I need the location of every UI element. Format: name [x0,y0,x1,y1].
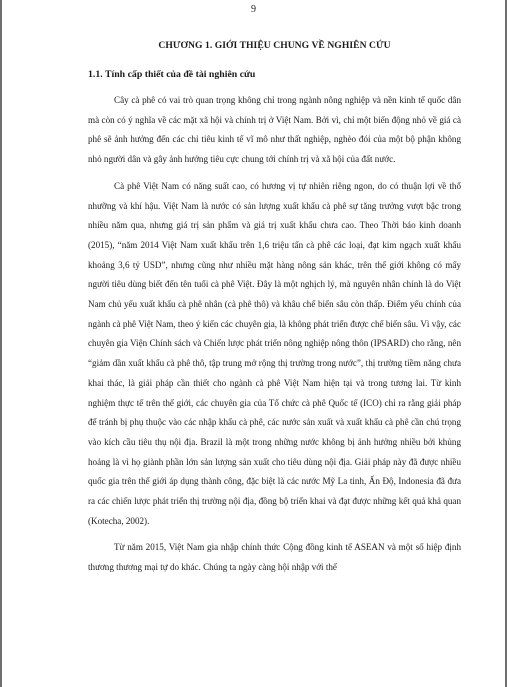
paragraph-1: Cây cà phê có vai trò quan trọng không chỉ trong ngành nông nghiệp và nền kinh tế quốc dân mà còn có ý nghĩa về các mặt xã hội và chính trị ở Việt Nam. Bởi vì, chỉ một biến động nhỏ về giá cà phê sẽ ảnh hưởng đến các chỉ tiêu kinh tế vĩ mô như thất nghiệp, nghèo đói của một bộ phận không nhỏ người dân và gây ảnh hưởng tiêu cực chung tới chính trị và xã hội của đất nước. [88,95,461,165]
section-title: 1.1. Tính cấp thiết của đề tài nghiên cứu [88,69,256,80]
document-page [2,0,505,687]
page-content [88,40,461,578]
chapter-title: CHƯƠNG 1. GIỚI THIỆU CHUNG VỀ NGHIÊN CỨU [158,40,391,51]
paragraph-2: Cà phê Việt Nam có năng suất cao, có hương vị tự nhiên riêng ngon, do có thuận lợi về thổ nhưỡng và khí hậu. Việt Nam là nước có sản lượng xuất khẩu cà phê sự tăng trưởng vượt bậc trong nhiều năm qua, nhưng giá trị sản phẩm và giá trị xuất khẩu chưa cao. Theo Thời báo kinh doanh (2015), “năm 2014 Việt Nam xuất khẩu trên 1,6 triệu tấn cà phê các loại, đạt kim ngạch xuất khẩu khoảng 3,6 tỷ USD”, nhưng cũng như nhiều mặt hàng nông sản khác, trên thế giới không có mấy người tiêu dùng biết đến tên tuổi cà phê Việt. Đây là một nghịch lý, mà nguyên nhân chính là do Việt Nam chủ yếu xuất khẩu cà phê nhân (cà phê thô) và khâu chế biến sâu còn thấp. Điểm yếu chính của ngành cà phê Việt Nam, theo ý kiến các chuyên gia, là không phát triển được chế biến sâu. Vì vậy, các chuyên gia Viện Chính sách và Chiến lược phát triển nông nghiệp nông thôn (IPSARD) cho rằng, nên “giảm dần xuất khẩu cà phê thô, tập trung mở rộng thị trường trong nước”, thị trường tiềm năng chưa khai thác, là giải pháp cần thiết cho ngành cà phê Việt Nam hiện tại và trong tương lai. Từ kinh nghiệm thực tế trên thế giới, các chuyên gia của Tổ chức cà phê Quốc tế (ICO) chỉ ra rằng giải pháp để tránh bị phụ thuộc vào các nhập khẩu cà phê, các nước sản xuất và xuất khẩu cà phê cần chú trọng vào kích cầu tiêu thụ nội địa. Brazil là một trong những nước không bị ảnh hưởng nhiều bởi khủng hoảng là vì họ giành phần lớn sản lượng sản xuất cho tiêu dùng nội địa. Giải pháp này đã được nhiều quốc gia trên thế giới áp dụng thành công, đặc biệt là các nước Mỹ La tinh, Ấn Độ, Indonesia đã đưa ra các chiến lược phát triển thị trường nội địa, đồng bộ triển khai và đạt được những kết quả khả quan (Kotecha, 2002). [88,180,461,526]
paragraph-3: Từ năm 2015, Việt Nam gia nhập chính thức Cộng đồng kinh tế ASEAN và một số hiệp định thương thương mại tự do khác. Chúng ta ngày càng hội nhập với thế [88,542,461,573]
page-number: 9 [251,4,256,15]
